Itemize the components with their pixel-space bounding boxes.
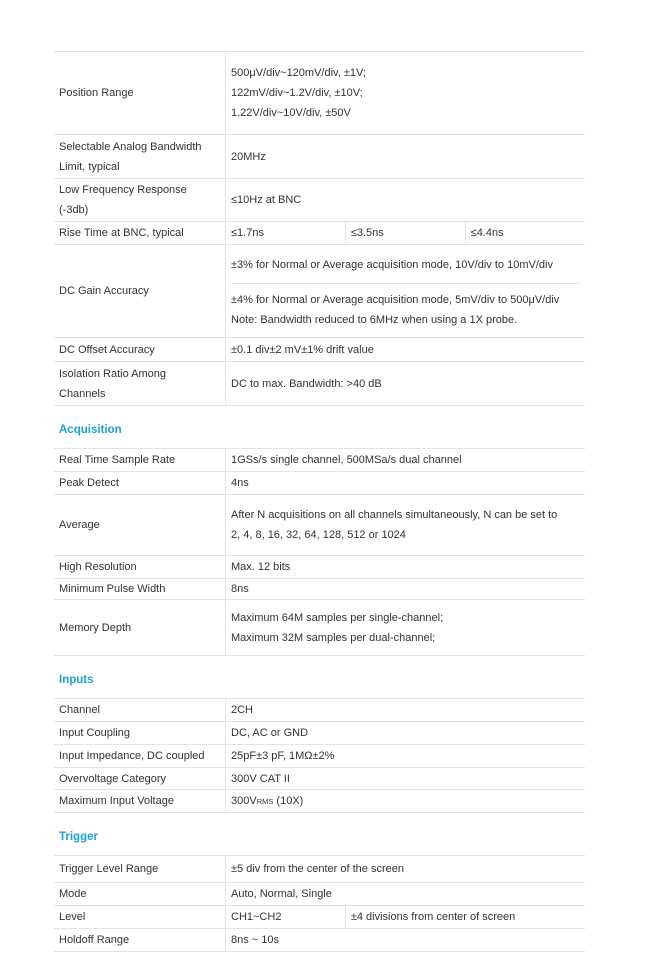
table-row xyxy=(54,579,585,600)
row-label: Channel xyxy=(54,699,226,722)
row-label: DC Offset Accuracy xyxy=(54,338,226,362)
position-line-2: 122mV/div~1.2V/div, ±10V; xyxy=(231,87,363,99)
row-label: Memory Depth xyxy=(54,600,226,656)
row-label: Position Range xyxy=(54,52,226,135)
section-heading-acquisition: Acquisition xyxy=(59,424,122,436)
table-row xyxy=(54,472,585,495)
row-label: Holdoff Range xyxy=(54,929,226,952)
table-row xyxy=(54,245,585,338)
row-label: Isolation Ratio Among Channels xyxy=(54,362,226,406)
table-row xyxy=(54,856,585,883)
row-label: Average xyxy=(54,495,226,556)
row-value xyxy=(226,245,586,338)
table-row xyxy=(54,906,585,929)
row-value: DC, AC or GND xyxy=(226,722,586,745)
table-row xyxy=(54,338,585,362)
row-value: ≤10Hz at BNC xyxy=(226,179,586,222)
row-label: Low Frequency Response (-3db) xyxy=(54,179,226,222)
rise-time-value-3: ≤4.4ns xyxy=(465,222,585,245)
row-value: After N acquisitions on all channels simultaneously, N can be set to 2, 4, 8, 16, 32, 64, 128, 512 or 1024 xyxy=(226,495,586,556)
row-value: 25pF±3 pF, 1MΩ±2% xyxy=(226,745,586,768)
table-row xyxy=(54,179,585,222)
row-value: Maximum 64M samples per single-channel; Maximum 32M samples per dual-channel; xyxy=(226,600,586,656)
row-value: ±4 divisions from center of screen xyxy=(345,906,585,929)
row-value: 8ns ~ 10s xyxy=(226,929,586,952)
row-label: Input Coupling xyxy=(54,722,226,745)
table-row xyxy=(54,600,585,656)
position-line-3: 1.22V/div~10V/div, ±50V xyxy=(231,107,351,119)
row-value: Max. 12 bits xyxy=(226,556,586,579)
section-heading-inputs: Inputs xyxy=(59,674,94,686)
row-value: DC to max. Bandwidth: >40 dB xyxy=(226,362,586,406)
table-row xyxy=(54,745,585,768)
row-label: Rise Time at BNC, typical xyxy=(54,222,226,245)
position-line-1: 500μV/div~120mV/div, ±1V; xyxy=(231,67,366,79)
table-row xyxy=(54,52,585,135)
section-heading-row xyxy=(54,656,585,699)
row-value: ±0.1 div±2 mV±1% drift value xyxy=(226,338,586,362)
rise-time-value-2: ≤3.5ns xyxy=(345,222,465,245)
table-row xyxy=(54,135,585,179)
section-heading-row xyxy=(54,406,585,449)
row-value: 4ns xyxy=(226,472,586,495)
table-row xyxy=(54,495,585,556)
table-row xyxy=(54,699,585,722)
row-value: 2CH xyxy=(226,699,586,722)
table-row xyxy=(54,722,585,745)
row-label: Peak Detect xyxy=(54,472,226,495)
row-value: 8ns xyxy=(226,579,586,600)
row-value: 20MHz xyxy=(226,135,586,179)
table-row xyxy=(54,362,585,406)
row-value: ±5 div from the center of the screen xyxy=(226,856,586,883)
row-label: High Resolution xyxy=(54,556,226,579)
row-value xyxy=(226,52,586,135)
dc-gain-line-2: ±4% for Normal or Average acquisition mode, 5mV/div to 500μV/div xyxy=(231,294,560,306)
section-heading-row xyxy=(54,813,585,856)
row-label: Selectable Analog Bandwidth Limit, typical xyxy=(54,135,226,179)
dc-gain-note: Note: Bandwidth reduced to 6MHz when using a 1X probe. xyxy=(231,314,518,326)
row-value: 1GSs/s single channel, 500MSa/s dual channel xyxy=(226,449,586,472)
table-row xyxy=(54,768,585,790)
section-heading-trigger: Trigger xyxy=(59,831,98,843)
row-label: DC Gain Accuracy xyxy=(54,245,226,338)
spec-table xyxy=(54,51,585,952)
row-label: Minimum Pulse Width xyxy=(54,579,226,600)
table-row xyxy=(54,929,585,952)
row-label: Trigger Level Range xyxy=(54,856,226,883)
table-row xyxy=(54,883,585,906)
row-label: Level xyxy=(54,906,226,929)
table-row xyxy=(54,449,585,472)
rise-time-value-1: ≤1.7ns xyxy=(226,222,346,245)
row-label: Real Time Sample Rate xyxy=(54,449,226,472)
row-label: Maximum Input Voltage xyxy=(54,790,226,813)
dc-gain-line-1: ±3% for Normal or Average acquisition mode, 10V/div to 10mV/div xyxy=(231,248,580,284)
table-row xyxy=(54,556,585,579)
row-label: Input Impedance, DC coupled xyxy=(54,745,226,768)
trigger-level-channels: CH1~CH2 xyxy=(226,906,346,929)
table-row xyxy=(54,222,585,245)
row-label: Mode xyxy=(54,883,226,906)
row-value: Auto, Normal, Single xyxy=(226,883,586,906)
row-value: 300VRMS (10X) xyxy=(226,790,586,813)
row-value: 300V CAT II xyxy=(226,768,586,790)
row-label: Overvoltage Category xyxy=(54,768,226,790)
table-row xyxy=(54,790,585,813)
